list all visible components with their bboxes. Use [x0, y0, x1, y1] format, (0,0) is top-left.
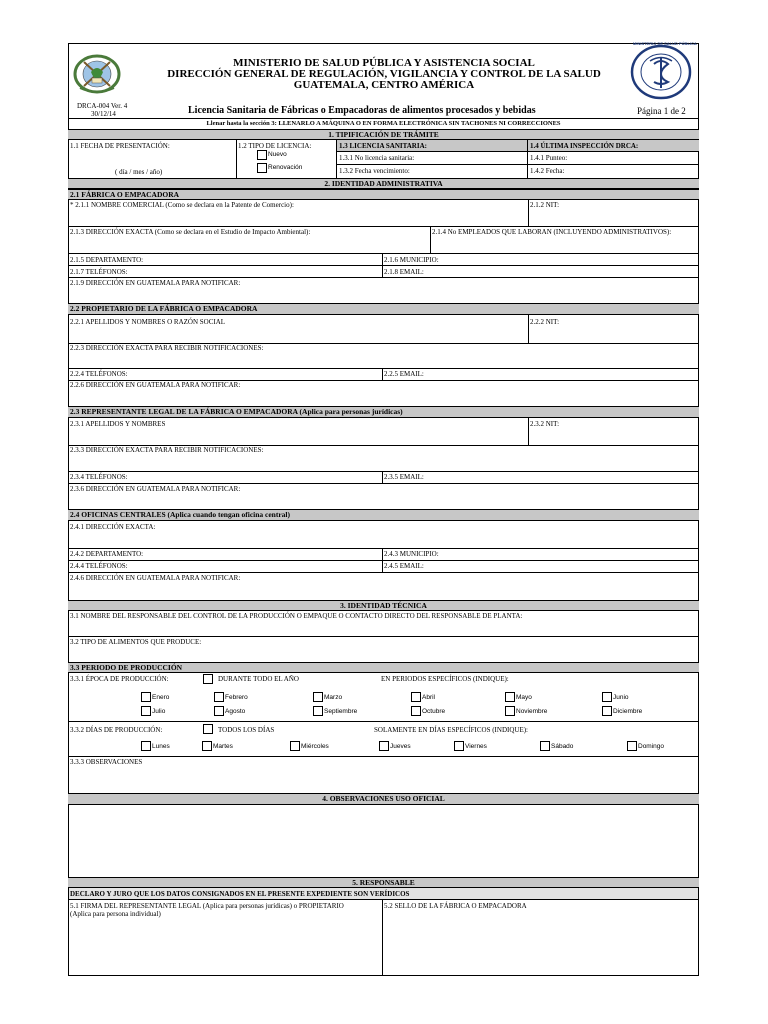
day-label: Sábado [551, 743, 574, 750]
month-label: Octubre [422, 708, 446, 715]
label-2-3-5: 2.3.5 EMAIL: [384, 473, 424, 481]
month-checkbox-noviembre[interactable] [505, 706, 515, 716]
label-2-2-2: 2.2.2 NIT: [530, 318, 560, 326]
label-1-4-2: 1.4.2 Fecha: [530, 167, 565, 175]
label-2-2-6: 2.2.6 DIRECCIÓN EN GUATEMALA PARA NOTIFICAR: [70, 381, 241, 389]
month-checkbox-febrero[interactable] [214, 692, 224, 702]
label-3-3-1: 3.3.1 ÉPOCA DE PRODUCCIÓN: [70, 675, 169, 683]
label-2-1-4: 2.1.4 No EMPLEADOS QUE LABORAN (INCLUYENDO ADMINISTRATIVOS): [432, 228, 672, 236]
day-checkbox-domingo[interactable] [627, 741, 637, 751]
label-2-1-5: 2.1.5 DEPARTAMENTO: [70, 256, 144, 264]
day-checkbox-viernes[interactable] [454, 741, 464, 751]
label-2-3-1: 2.3.1 APELLIDOS Y NOMBRES [70, 420, 166, 428]
month-label: Julio [152, 708, 166, 715]
label-2-3-4: 2.3.4 TELÉFONOS: [70, 473, 128, 481]
month-label: Noviembre [516, 708, 548, 715]
date-hint: ( día / mes / año) [115, 168, 163, 176]
declaration-text: DECLARO Y JURO QUE LOS DATOS CONSIGNADOS EN EL PRESENTE EXPEDIENTE SON VERÍDICOS [70, 890, 410, 898]
renovacion-checkbox[interactable] [257, 163, 267, 173]
day-label: Miércoles [301, 743, 329, 750]
label-3-3-2: 3.3.2 DÍAS DE PRODUCCIÓN: [70, 726, 163, 734]
label-2-1-2: 2.1.2 NIT: [530, 201, 560, 209]
month-checkbox-abril[interactable] [411, 692, 421, 702]
label-5-1a: 5.1 FIRMA DEL REPRESENTANTE LEGAL (Aplica para personas jurídicas) o PROPIETARIO [70, 902, 344, 910]
label-2-3-2: 2.3.2 NIT: [530, 420, 560, 428]
label-2-2-3: 2.2.3 DIRECCIÓN EXACTA PARA RECIBIR NOTIFICACIONES: [70, 344, 264, 352]
day-checkbox-miercoles[interactable] [290, 741, 300, 751]
label-2-4-5: 2.4.5 EMAIL: [384, 562, 424, 570]
label-5-1b: (Aplica para persona individual) [70, 910, 161, 918]
label-1-2: 1.2 TIPO DE LICENCIA: [238, 142, 312, 150]
label-2-1-6: 2.1.6 MUNICIPIO: [384, 256, 439, 264]
month-checkbox-octubre[interactable] [411, 706, 421, 716]
label-2-2-5: 2.2.5 EMAIL: [384, 370, 424, 378]
day-label: Jueves [390, 743, 411, 750]
month-checkbox-diciembre[interactable] [602, 706, 612, 716]
section-4-bar: 4. OBSERVACIONES USO OFICIAL [68, 793, 699, 805]
label-2-2-4: 2.2.4 TELÉFONOS: [70, 370, 128, 378]
label-2-4-6: 2.4.6 DIRECCIÓN EN GUATEMALA PARA NOTIFICAR: [70, 574, 241, 582]
subsection-2-4-bar: 2.4 OFICINAS CENTRALES (Aplica cuando tengan oficina central) [68, 509, 699, 521]
month-label: Mayo [516, 694, 532, 701]
month-checkbox-marzo[interactable] [313, 692, 323, 702]
day-label: Martes [213, 743, 233, 750]
month-label: Agosto [225, 708, 246, 715]
month-checkbox-julio[interactable] [141, 706, 151, 716]
month-checkbox-enero[interactable] [141, 692, 151, 702]
label-1-3-2: 1.3.2 Fecha vencimiento: [339, 167, 410, 175]
todos-los-dias-checkbox[interactable] [203, 724, 213, 734]
day-label: Viernes [465, 743, 487, 750]
day-label: Domingo [638, 743, 665, 750]
label-3-2: 3.2 TIPO DE ALIMENTOS QUE PRODUCE: [70, 638, 202, 646]
month-checkbox-septiembre[interactable] [313, 706, 323, 716]
form-title: Licencia Sanitaria de Fábricas o Empacadoras de alimentos procesados y bebidas [188, 105, 536, 116]
nuevo-checkbox[interactable] [257, 150, 267, 160]
periodos-label: EN PERIODOS ESPECÍFICOS (INDIQUE): [381, 675, 509, 683]
label-2-1-3: 2.1.3 DIRECCIÓN EXACTA (Como se declara en el Estudio de Impacto Ambiental): [70, 228, 311, 236]
country-name: GUATEMALA, CENTRO AMÉRICA [293, 79, 475, 91]
label-3-1: 3.1 NOMBRE DEL RESPONSABLE DEL CONTROL DE LA PRODUCCIÓN O EMPAQUE O CONTACTO DIRECTO DEL RESPONSABLE DE PLANTA: [70, 612, 523, 620]
label-2-4-2: 2.4.2 DEPARTAMENTO: [70, 550, 144, 558]
label-5-2: 5.2 SELLO DE LA FÁBRICA O EMPACADORA [384, 902, 527, 910]
todo-el-anio-checkbox[interactable] [203, 674, 213, 684]
label-3-3-3: 3.3.3 OBSERVACIONES [70, 758, 143, 766]
day-checkbox-martes[interactable] [202, 741, 212, 751]
page-number: Página 1 de 2 [637, 106, 686, 116]
section-5-bar: 5. RESPONSABLE [68, 877, 699, 888]
todo-el-anio-label: DURANTE TODO EL AÑO [218, 675, 299, 683]
form-code: DRCA-004 Ver. 4 [77, 102, 128, 110]
label-2-4-1: 2.4.1 DIRECCIÓN EXACTA: [70, 523, 156, 531]
renovacion-label: Renovación [268, 164, 303, 171]
label-2-1-1: * 2.1.1 NOMBRE COMERCIAL (Como se declara en la Patente de Comercio): [70, 201, 294, 209]
label-1-3-1: 1.3.1 No licencia sanitaria: [339, 154, 415, 162]
subsection-2-1-bar: 2.1 FÁBRICA O EMPACADORA [68, 189, 699, 200]
month-label: Enero [152, 694, 170, 701]
month-label: Marzo [324, 694, 343, 701]
section-2-bar: 2. IDENTIDAD ADMINISTRATIVA [68, 178, 699, 189]
label-2-3-6: 2.3.6 DIRECCIÓN EN GUATEMALA PARA NOTIFICAR: [70, 485, 241, 493]
seal-text: MINISTERIO DE SALUD PÚBLICA [633, 41, 697, 46]
instruction-line: Llenar hasta la sección 3: LLENARLO A MÁQUINA O EN FORMA ELECTRÓNICA SIN TACHONES NI CORRECCIONES [206, 120, 561, 127]
label-1-4-1: 1.4.1 Punteo: [530, 154, 568, 162]
month-checkbox-agosto[interactable] [214, 706, 224, 716]
nuevo-label: Nuevo [268, 151, 287, 158]
month-label: Septiembre [324, 708, 358, 715]
section-1-bar: 1. TIPIFICACIÓN DE TRÁMITE [68, 129, 699, 140]
day-label: Lunes [152, 743, 170, 750]
month-label: Junio [613, 694, 629, 701]
day-checkbox-jueves[interactable] [379, 741, 389, 751]
month-checkbox-junio[interactable] [602, 692, 612, 702]
label-1-1: 1.1 FECHA DE PRESENTACIÓN: [70, 142, 170, 150]
section-3-bar: 3. IDENTIDAD TÉCNICA [68, 600, 699, 611]
form-version-date: 30/12/14 [91, 110, 116, 118]
label-2-1-8: 2.1.8 EMAIL: [384, 268, 424, 276]
day-checkbox-sabado[interactable] [540, 741, 550, 751]
label-2-1-9: 2.1.9 DIRECCIÓN EN GUATEMALA PARA NOTIFICAR: [70, 279, 241, 287]
ministry-name: MINISTERIO DE SALUD PÚBLICA Y ASISTENCIA SOCIAL [233, 57, 535, 69]
label-2-3-3: 2.3.3 DIRECCIÓN EXACTA PARA RECIBIR NOTIFICACIONES: [70, 446, 264, 454]
month-label: Diciembre [613, 708, 643, 715]
month-label: Febrero [225, 694, 248, 701]
label-2-4-3: 2.4.3 MUNICIPIO: [384, 550, 439, 558]
label-2-4-4: 2.4.4 TELÉFONOS: [70, 562, 128, 570]
ministry-seal-icon [630, 44, 692, 100]
month-checkbox-mayo[interactable] [505, 692, 515, 702]
label-2-1-7: 2.1.7 TELÉFONOS: [70, 268, 128, 276]
todos-los-dias-label: TODOS LOS DÍAS [218, 726, 275, 734]
solo-dias-label: SOLAMENTE EN DÍAS ESPECÍFICOS (INDIQUE): [374, 726, 528, 734]
subsection-2-2-bar: 2.2 PROPIETARIO DE LA FÁBRICA O EMPACADORA [68, 303, 699, 315]
day-checkbox-lunes[interactable] [141, 741, 151, 751]
label-2-2-1: 2.2.1 APELLIDOS Y NOMBRES O RAZÓN SOCIAL [70, 318, 226, 326]
subsection-2-3-bar: 2.3 REPRESENTANTE LEGAL DE LA FÁBRICA O EMPACADORA (Aplica para personas jurídicas) [68, 406, 699, 418]
month-label: Abril [422, 694, 436, 701]
label-1-4: 1.4 ÚLTIMA INSPECCIÓN DRCA: [530, 142, 639, 150]
directorate-name: DIRECCIÓN GENERAL DE REGULACIÓN, VIGILANCIA Y CONTROL DE LA SALUD [167, 68, 601, 80]
subsection-3-3-bar: 3.3 PERIODO DE PRODUCCIÓN [68, 662, 699, 673]
label-1-3: 1.3 LICENCIA SANITARIA: [339, 142, 427, 150]
